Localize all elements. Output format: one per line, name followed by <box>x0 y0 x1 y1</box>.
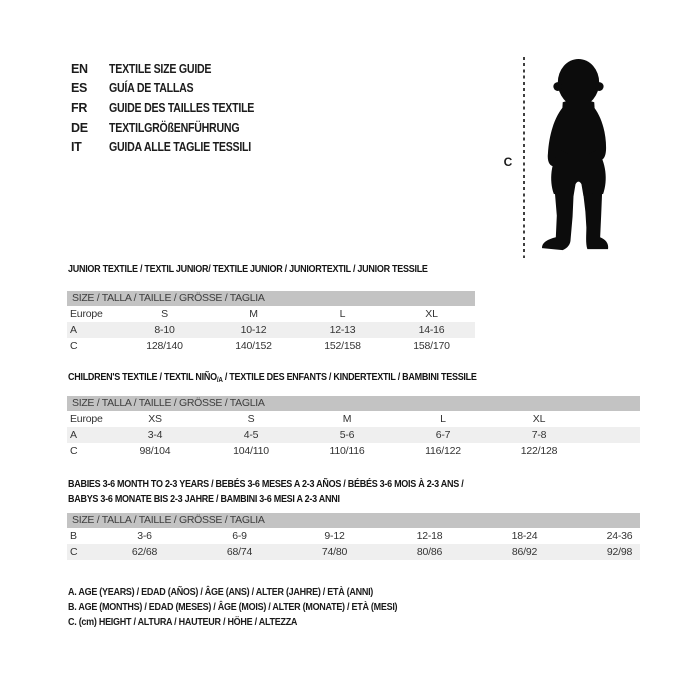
table-cell: 5-6 <box>339 429 355 441</box>
row-label: C <box>70 546 78 558</box>
row-label: C <box>70 445 78 457</box>
height-measure-label: C <box>503 155 513 169</box>
table-row <box>67 528 640 544</box>
table-cell: 62/68 <box>131 546 158 558</box>
row-label: A <box>70 324 77 336</box>
lang-name: GUÍA DE TALLAS <box>109 81 194 96</box>
table-cell: 92/98 <box>606 546 633 558</box>
lang-row-de <box>71 118 280 138</box>
table-cell: XL <box>425 308 438 320</box>
table-cell: 4-5 <box>243 429 259 441</box>
babies-title-line2: BABYS 3-6 MONATE BIS 2-3 JAHRE / BAMBINI 3-6 MESI A 2-3 ANNI <box>68 493 340 505</box>
lang-name: GUIDA ALLE TAGLIE TESSILI <box>109 140 251 155</box>
lang-row-en <box>71 59 280 79</box>
junior-table-title: JUNIOR TEXTILE / TEXTIL JUNIOR/ TEXTILE JUNIOR / JUNIORTEXTIL / JUNIOR TESSILE <box>68 264 428 275</box>
table-row <box>67 322 475 338</box>
row-label: A <box>70 429 77 441</box>
table-cell: M <box>342 413 352 425</box>
table-row <box>67 544 640 560</box>
row-label: Europe <box>70 413 103 425</box>
table-cell: 6-7 <box>435 429 451 441</box>
lang-name: GUIDE DES TAILLES TEXTILE <box>109 100 255 115</box>
table-cell: 10-12 <box>240 324 267 336</box>
row-label: Europe <box>70 308 103 320</box>
table-cell: 80/86 <box>416 546 443 558</box>
table-cell: 86/92 <box>511 546 538 558</box>
lang-code: FR <box>71 100 88 115</box>
lang-code: DE <box>71 120 88 135</box>
baby-silhouette-icon <box>535 56 620 258</box>
table-cell: 12-13 <box>329 324 356 336</box>
table-cell: L <box>440 413 446 425</box>
children-table-title <box>68 371 477 389</box>
table-cell: 8-10 <box>154 324 175 336</box>
footnote-a: A. AGE (YEARS) / EDAD (AÑOS) / ÂGE (ANS) / ALTER (JAHRE) / ETÀ (ANNI) <box>68 587 374 598</box>
table-cell: 24-36 <box>606 530 633 542</box>
table-cell: 110/116 <box>329 445 365 457</box>
table-cell: S <box>161 308 168 320</box>
table-cell: 152/158 <box>324 340 361 352</box>
lang-code: IT <box>71 140 82 155</box>
language-legend <box>71 59 280 157</box>
table-cell: 3-4 <box>147 429 163 441</box>
table-cell: S <box>247 413 255 425</box>
table-cell: 18-24 <box>511 530 538 542</box>
table-cell: 104/110 <box>233 445 269 457</box>
footnote-c: C. (cm) HEIGHT / ALTURA / HAUTEUR / HÖHE / ALTEZZA <box>68 617 298 629</box>
lang-name: TEXTILE SIZE GUIDE <box>109 61 212 76</box>
lang-row-fr <box>71 98 280 118</box>
children-title-pre: CHILDREN'S TEXTILE / TEXTIL NIÑO <box>68 372 217 383</box>
size-header-bar: SIZE / TALLA / TAILLE / GRÖSSE / TAGLIA <box>67 291 475 306</box>
table-cell: 12-18 <box>416 530 443 542</box>
table-cell: 6-9 <box>232 530 247 542</box>
table-cell: 14-16 <box>418 324 445 336</box>
size-header-bar: SIZE / TALLA / TAILLE / GRÖSSE / TAGLIA <box>67 396 640 411</box>
lang-name: TEXTILGRÖßENFÜHRUNG <box>109 120 240 135</box>
table-row <box>67 443 640 459</box>
table-cell: L <box>339 308 346 320</box>
lang-code: ES <box>71 81 88 96</box>
size-header-bar: SIZE / TALLA / TAILLE / GRÖSSE / TAGLIA <box>67 513 640 528</box>
table-row <box>67 427 640 443</box>
table-cell: 116/122 <box>425 445 461 457</box>
table-cell: 158/170 <box>413 340 450 352</box>
babies-table-title <box>68 478 463 507</box>
table-cell: XL <box>532 413 546 425</box>
row-label: B <box>70 530 77 542</box>
junior-size-table <box>67 291 475 354</box>
lang-row-it <box>71 137 280 157</box>
table-cell: 9-12 <box>324 530 345 542</box>
table-cell: 7-8 <box>531 429 547 441</box>
row-label: C <box>70 340 78 352</box>
lang-code: EN <box>71 61 88 76</box>
children-size-table <box>67 396 640 459</box>
babies-title-line1: BABIES 3-6 MONTH TO 2-3 YEARS / BEBÉS 3-6 MESES A 2-3 AÑOS / BÉBÉS 3-6 MOIS À 2-3 ANS / <box>68 479 464 490</box>
table-cell: 128/140 <box>146 340 183 352</box>
table-cell: XS <box>148 413 162 425</box>
table-cell: 3-6 <box>137 530 152 542</box>
table-row <box>67 306 475 322</box>
table-cell: 68/74 <box>226 546 253 558</box>
children-title-post: / TEXTILE DES ENFANTS / KINDERTEXTIL / BAMBINI TESSILE <box>222 372 477 383</box>
table-cell: 140/152 <box>235 340 272 352</box>
table-cell: 122/128 <box>520 445 558 457</box>
height-measure-line <box>523 57 525 258</box>
lang-row-es <box>71 79 280 99</box>
table-cell: 74/80 <box>321 546 348 558</box>
table-cell: 98/104 <box>139 445 171 457</box>
children-title-sub: /A <box>216 377 223 384</box>
footnote-b: B. AGE (MONTHS) / EDAD (MESES) / ÂGE (MOIS) / ALTER (MONATE) / ETÀ (MESI) <box>68 602 398 614</box>
table-cell: M <box>249 308 258 320</box>
table-row <box>67 411 640 427</box>
babies-size-table <box>67 513 640 560</box>
footnotes <box>68 585 434 631</box>
table-row <box>67 338 475 354</box>
